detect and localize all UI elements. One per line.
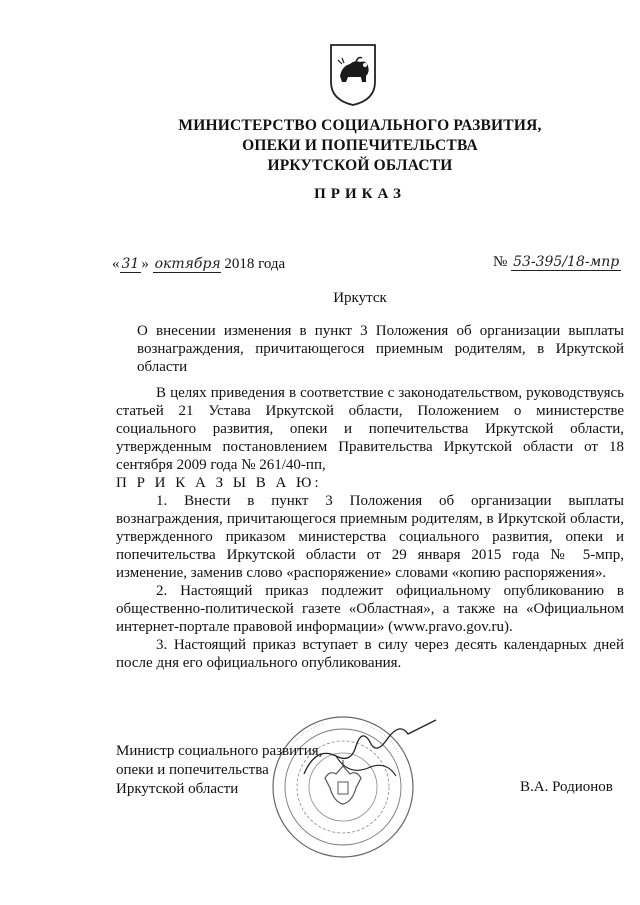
order-body [116,384,624,672]
date-day: 31 [121,256,140,272]
order-item-3: 3. Настоящий приказ вступает в силу через десять календарных дней после дня его официального опубликования. [116,637,624,671]
number-value: 53-395/18-мпр [513,254,620,270]
number-prefix: № [493,254,508,270]
position-line-2: опеки и попечительства [116,762,269,778]
order-word: П Р И К А З Ы В А Ю: [116,475,322,491]
coat-of-arms-icon [328,42,378,108]
document-type-title: ПРИКАЗ [314,186,406,202]
date-close-quote: » [141,256,149,272]
preamble-paragraph: В целях приведения в соответствие с законодательством, руководствуясь статьей 21 Устава Иркутской области, Положением о министерстве социального развития, опеки и попечительства Иркутской области, утвержденным постановлением Правительства Иркутской области от 18 сентября 2009 года № 261/40-пп, [116,385,624,473]
order-number [493,254,621,271]
signatory-name: В.А. Родионов [520,779,613,795]
position-line-1: Министр социального развития, [116,743,323,759]
ministry-line-1: МИНИСТЕРСТВО СОЦИАЛЬНОГО РАЗВИТИЯ, [178,117,542,134]
order-item-1: 1. Внести в пункт 3 Положения об организации выплаты вознаграждения, причитающегося приемным родителям, в Иркутской области, утвержденного приказом министерства социального развития, опеки и попечительства Иркутской области от 29 января 2015 года № 5-мпр, изменение, заменив слово «распоряжение» словами «копию распоряжения». [116,493,624,581]
order-subject: О внесении изменения в пункт 3 Положения об организации выплаты вознаграждения, причитающегося приемным родителям, в Иркутской области [137,323,624,375]
order-date [112,256,285,273]
date-month: октября [154,256,221,272]
position-line-3: Иркутской области [116,781,239,797]
city-name: Иркутск [333,290,387,306]
ministry-line-2: ОПЕКИ И ПОПЕЧИТЕЛЬСТВА [242,137,478,154]
ministry-line-3: ИРКУТСКОЙ ОБЛАСТИ [267,157,453,174]
date-year: 2018 года [224,256,286,272]
order-item-2: 2. Настоящий приказ подлежит официальному опубликованию в общественно-политической газете «Областная», а также на «Официальном интернет-портале правовой информации» (www.pravo.gov.ru). [116,583,624,635]
ministry-name [140,116,580,176]
signatory-position [116,742,322,799]
date-open-quote: « [112,256,120,272]
